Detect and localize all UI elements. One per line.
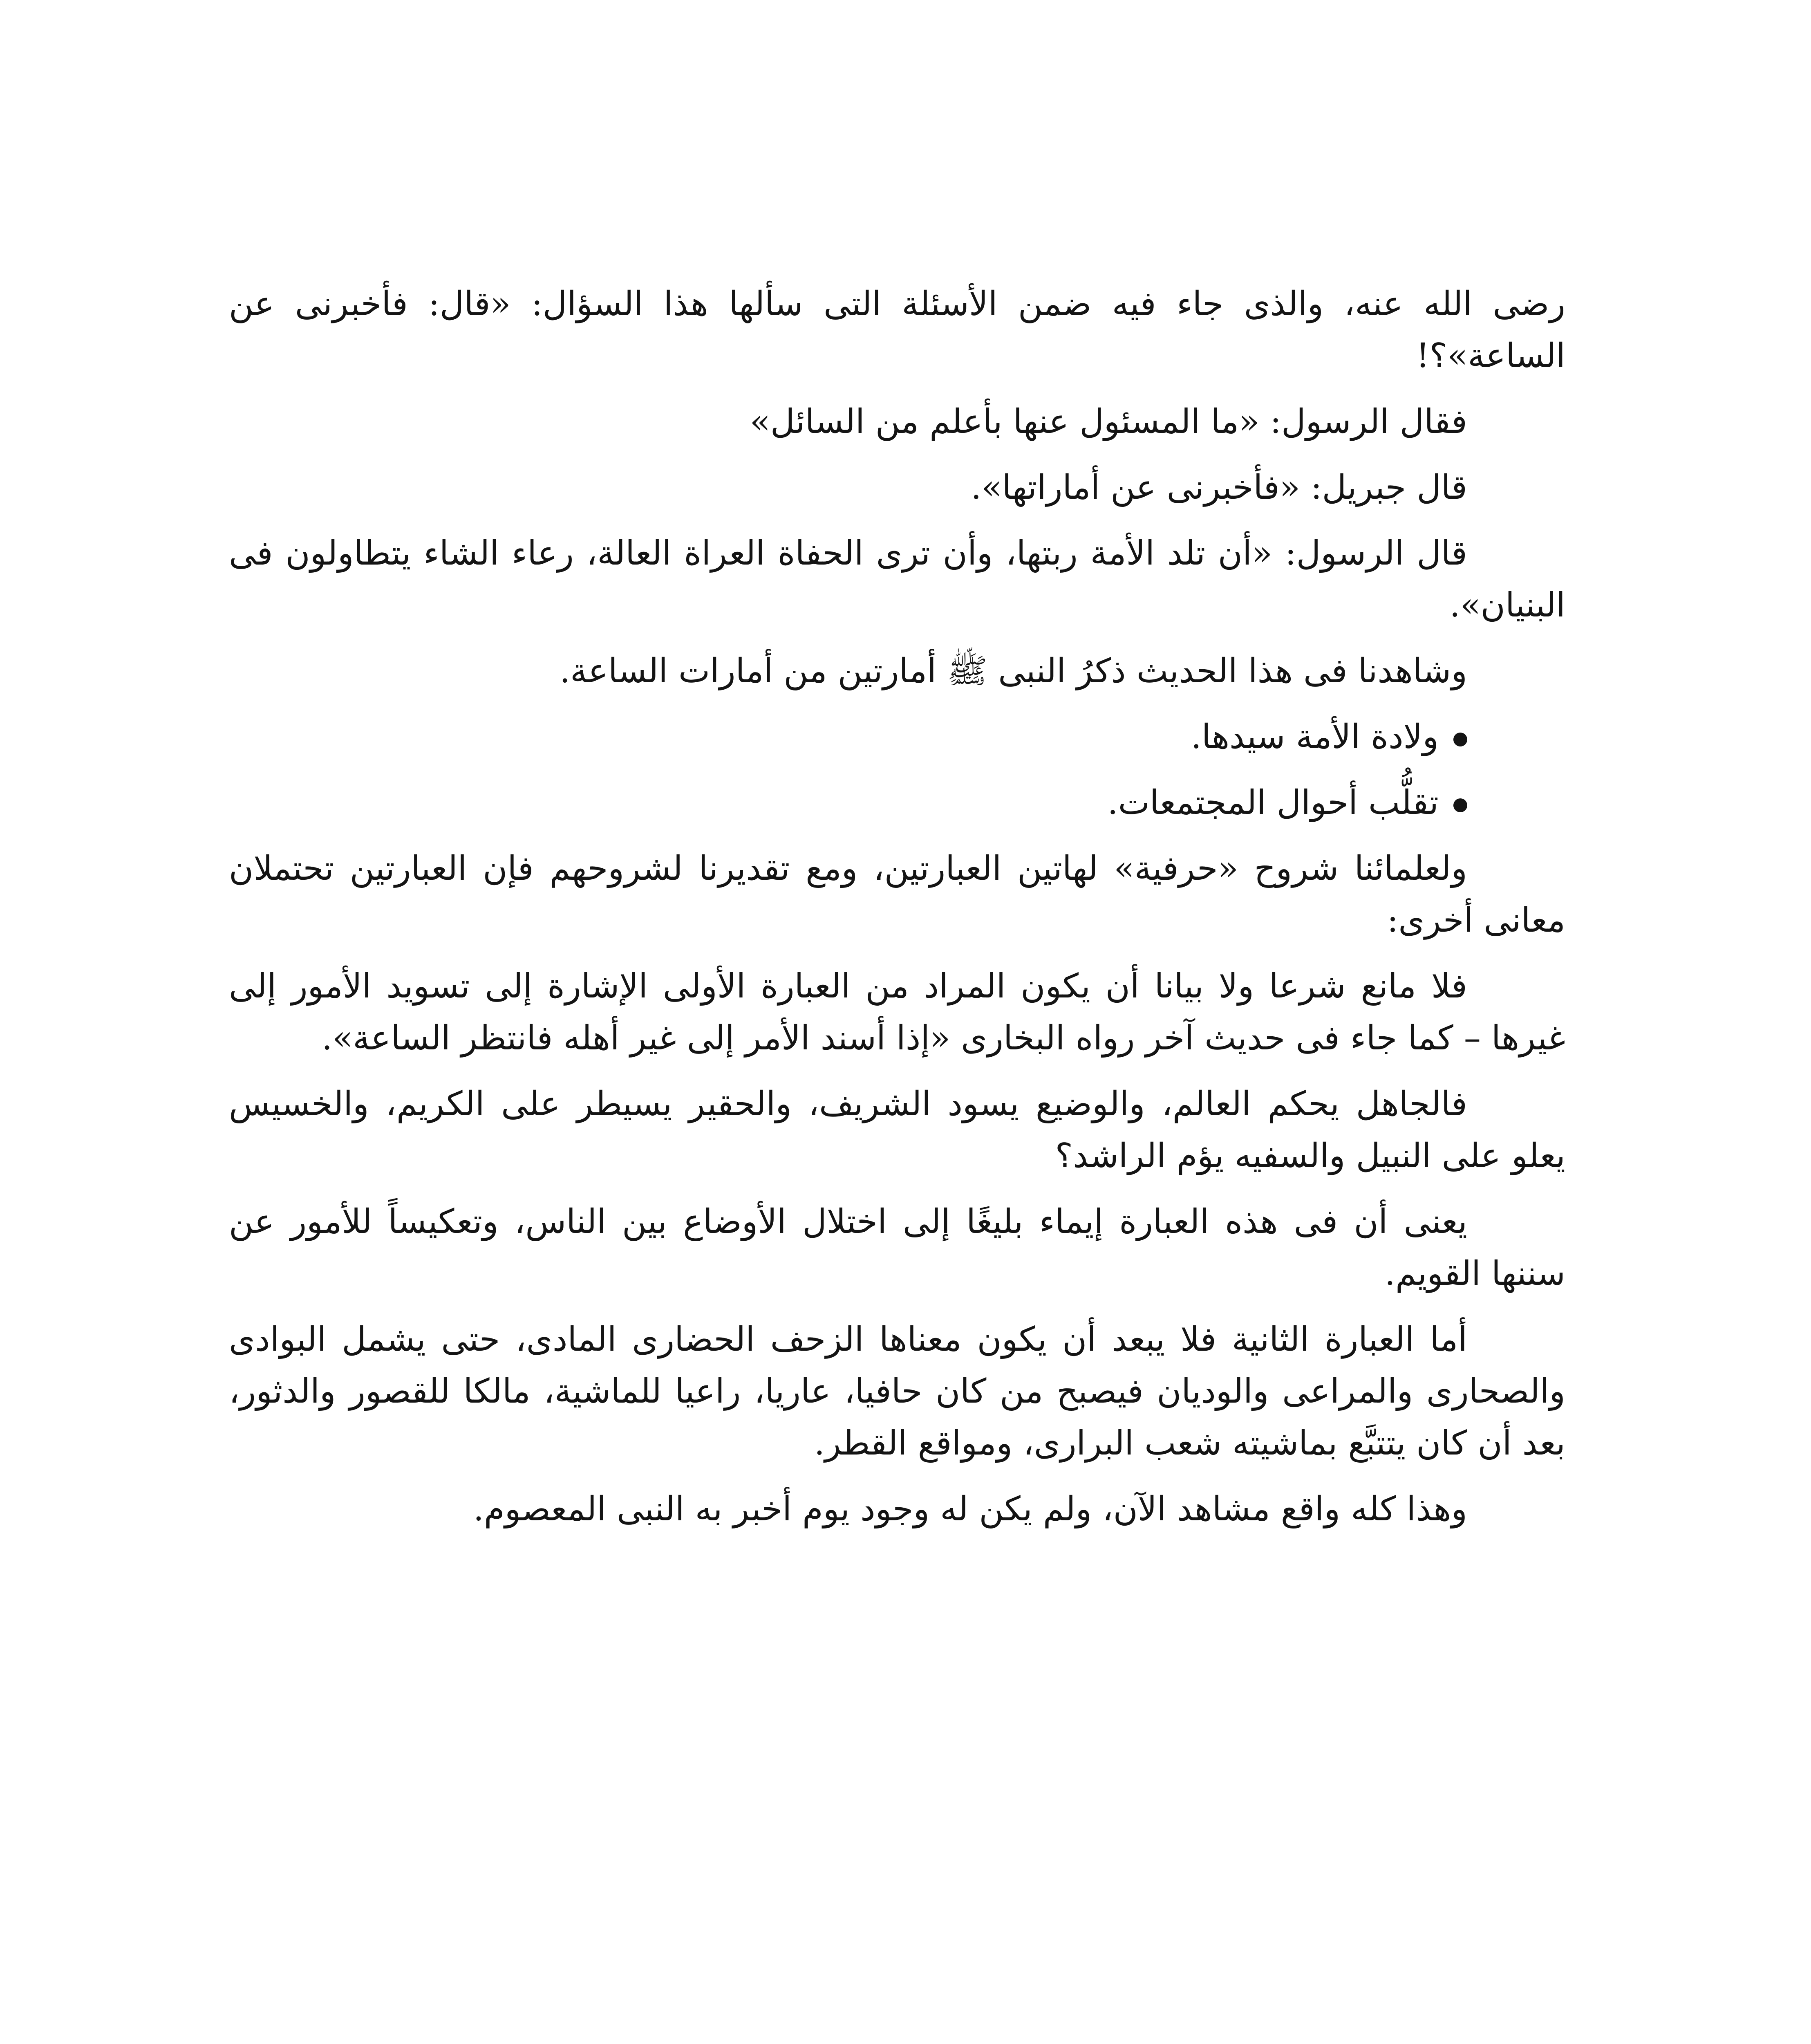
- paragraph-second-phrase: أما العبارة الثانية فلا يبعد أن يكون معناها الزحف الحضارى المادى، حتى يشمل البوادى والصحارى والمراعى والوديان فيصبح من كان حافيا، عاريا، راعيا للماشية، مالكا للقصور والدثور، بعد أن كان يتتبَّع بماشيته شعب البرارى، ومواقع القطر.: [229, 1320, 1565, 1463]
- paragraph-two-signs: وشاهدنا فى هذا الحديث ذكرُ النبى ﷺ أمارتين من أمارات الساعة.: [560, 652, 1467, 690]
- paragraph-continuation: رضى الله عنه، والذى جاء فيه ضمن الأسئلة التى سألها هذا السؤال: «قال: فأخبرنى عن الساعة»؟!: [229, 285, 1565, 375]
- paragraph-scholars: ولعلمائنا شروح «حرفية» لهاتين العبارتين، ومع تقديرنا لشروحهم فإن العبارتين تحتملان معانى أخرى:: [229, 849, 1565, 940]
- bullet-dot-icon: [1453, 733, 1467, 746]
- bullet-item-text: ولادة الأمة سيدها.: [1191, 717, 1439, 756]
- paragraph-gabriel-question: قال جبريل: «فأخبرنى عن أماراتها».: [971, 468, 1467, 507]
- paragraph-ignorant-rules: فالجاهل يحكم العالم، والوضيع يسود الشريف، والحقير يسيطر على الكريم، والخسيس يعلو على النبيل والسفيه يؤم الراشد؟: [229, 1085, 1565, 1175]
- bullet-item: [229, 777, 1467, 829]
- bullet-item: [229, 711, 1467, 763]
- body-text: [229, 278, 1565, 1549]
- paragraph-prophet-signs: قال الرسول: «أن تلد الأمة ربتها، وأن ترى الحفاة العراة العالة، رعاء الشاء يتطاولون فى البنيان».: [229, 534, 1565, 625]
- bullet-item-text: تقلُّب أحوال المجتمعات.: [1107, 783, 1439, 822]
- paragraph-conclusion: وهذا كله واقع مشاهد الآن، ولم يكن له وجود يوم أخبر به النبى المعصوم.: [473, 1490, 1467, 1529]
- paragraph-imbalance: يعنى أن فى هذه العبارة إيماء بليغًا إلى اختلال الأوضاع بين الناس، وتعكيساً للأمور عن سننها القويم.: [229, 1202, 1565, 1293]
- paragraph-prophet-reply: فقال الرسول: «ما المسئول عنها بأعلم من السائل»: [750, 402, 1467, 441]
- bullet-dot-icon: [1453, 798, 1467, 812]
- paragraph-first-phrase: فلا مانع شرعا ولا بيانا أن يكون المراد من العبارة الأولى الإشارة إلى تسويد الأمور إلى غيرها – كما جاء فى حديث آخر رواه البخارى «إذا أسند الأمر إلى غير أهله فانتظر الساعة».: [229, 967, 1565, 1058]
